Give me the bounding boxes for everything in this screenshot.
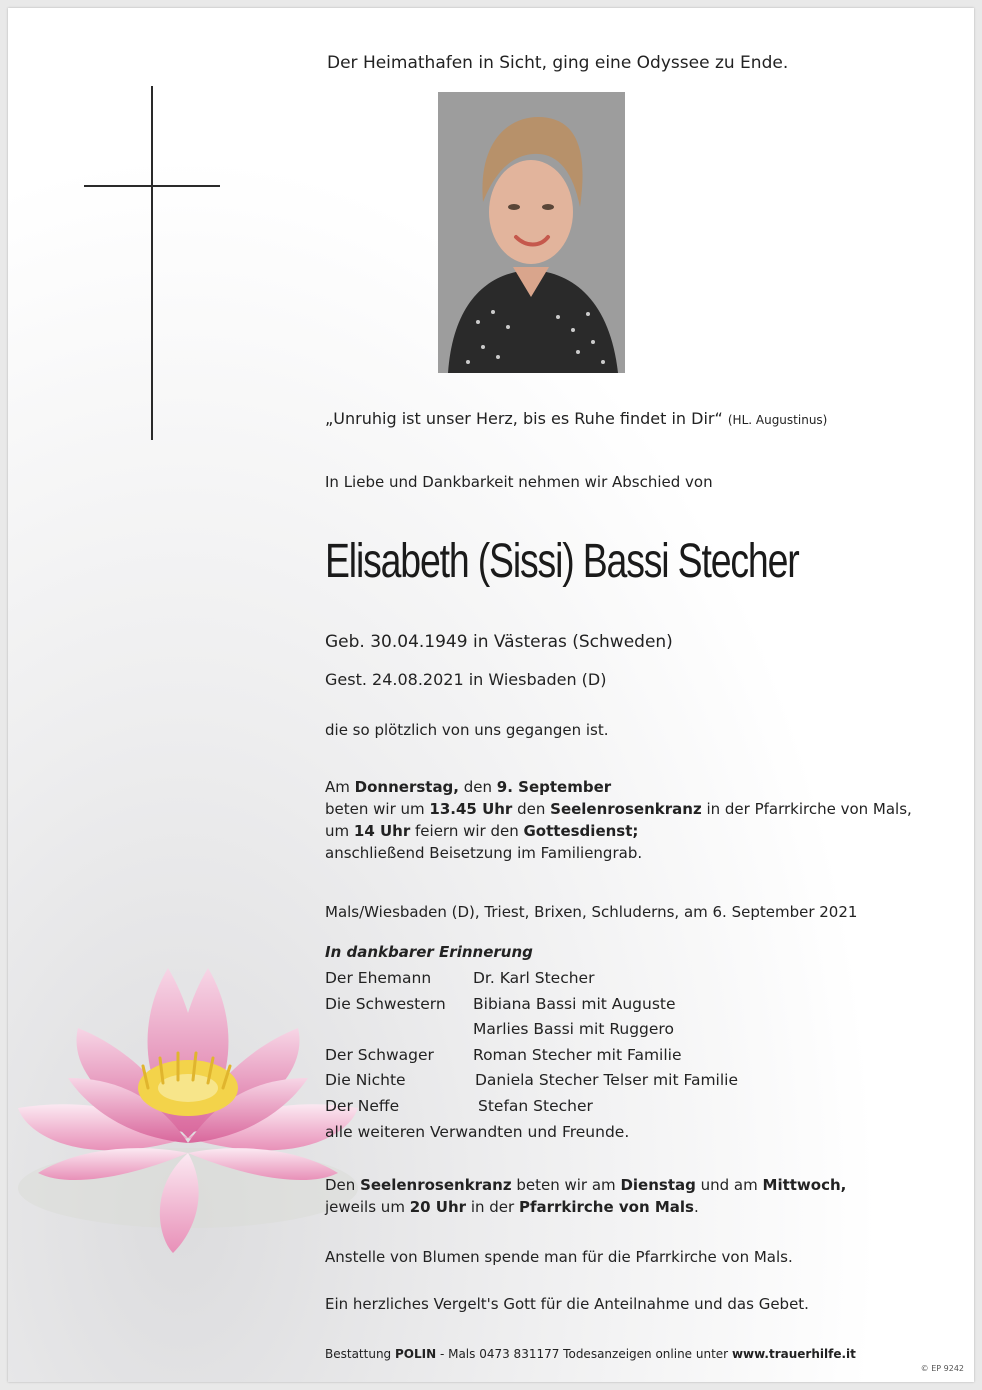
relative-role: Der Neffe xyxy=(325,1097,400,1115)
cross-horizontal-bar xyxy=(84,185,220,187)
funeral-line-4: anschließend Beisetzung im Familiengrab. xyxy=(325,844,643,862)
relative-names: Marlies Bassi mit Ruggero xyxy=(473,1020,674,1038)
farewell-intro: In Liebe und Dankbarkeit nehmen wir Abschied von xyxy=(325,473,713,491)
relative-names: Roman Stecher mit Familie xyxy=(473,1046,682,1064)
thanks-note: Ein herzliches Vergelt's Gott für die Anteilnahme und das Gebet. xyxy=(325,1295,809,1313)
print-code: © EP 9242 xyxy=(920,1364,964,1373)
funeral-home-footer: Bestattung POLIN - Mals 0473 831177 Todesanzeigen online unter www.trauerhilfe.it xyxy=(325,1347,856,1361)
funeral-details xyxy=(325,776,912,864)
quote-source: (HL. Augustinus) xyxy=(727,413,828,427)
place-and-date: Mals/Wiesbaden (D), Triest, Brixen, Schluderns, am 6. September 2021 xyxy=(325,903,858,921)
relative-role: Die Nichte xyxy=(325,1071,406,1089)
portrait-photo xyxy=(438,92,625,373)
relative-names: Bibiana Bassi mit Auguste xyxy=(473,995,676,1013)
relatives-closing: alle weiteren Verwandten und Freunde. xyxy=(325,1123,630,1141)
cross-vertical-bar xyxy=(151,86,153,440)
death-info: Gest. 24.08.2021 in Wiesbaden (D) xyxy=(325,670,607,689)
bible-quote xyxy=(325,409,827,430)
relative-names: Stefan Stecher xyxy=(478,1097,593,1115)
relative-role: Die Schwestern xyxy=(325,995,446,1013)
funeral-line-3: um 14 Uhr feiern wir den Gottesdienst; xyxy=(325,822,639,840)
lotus-flower-illustration xyxy=(8,938,368,1278)
birth-info: Geb. 30.04.1949 in Västeras (Schweden) xyxy=(325,632,673,652)
opening-verse: Der Heimathafen in Sicht, ging eine Odyssee zu Ende. xyxy=(327,53,789,73)
rosary-line-2: jeweils um 20 Uhr in der Pfarrkirche von Mals. xyxy=(325,1198,699,1216)
deceased-name: Elisabeth (Sissi) Bassi Stecher xyxy=(325,535,799,588)
rosary-line-1: Den Seelenrosenkranz beten wir am Dienstag und am Mittwoch, xyxy=(325,1176,847,1194)
portrait-illustration xyxy=(438,92,625,373)
quote-text: „Unruhig ist unser Herz, bis es Ruhe findet in Dir“ xyxy=(325,409,723,428)
flowers-note: Anstelle von Blumen spende man für die Pfarrkirche von Mals. xyxy=(325,1248,793,1266)
funeral-line-2: beten wir um 13.45 Uhr den Seelenrosenkranz in der Pfarrkirche von Mals, xyxy=(325,800,912,818)
obituary-sheet xyxy=(8,8,974,1382)
relative-names: Daniela Stecher Telser mit Familie xyxy=(475,1071,739,1089)
relative-role: Der Ehemann xyxy=(325,969,432,987)
funeral-line-1: Am Donnerstag, den 9. September xyxy=(325,778,612,796)
thanks-heading: In dankbarer Erinnerung xyxy=(325,943,533,961)
relative-role: Der Schwager xyxy=(325,1046,434,1064)
rosary-details xyxy=(325,1174,846,1218)
relative-names: Dr. Karl Stecher xyxy=(473,969,595,987)
passed-text: die so plötzlich von uns gegangen ist. xyxy=(325,721,609,739)
